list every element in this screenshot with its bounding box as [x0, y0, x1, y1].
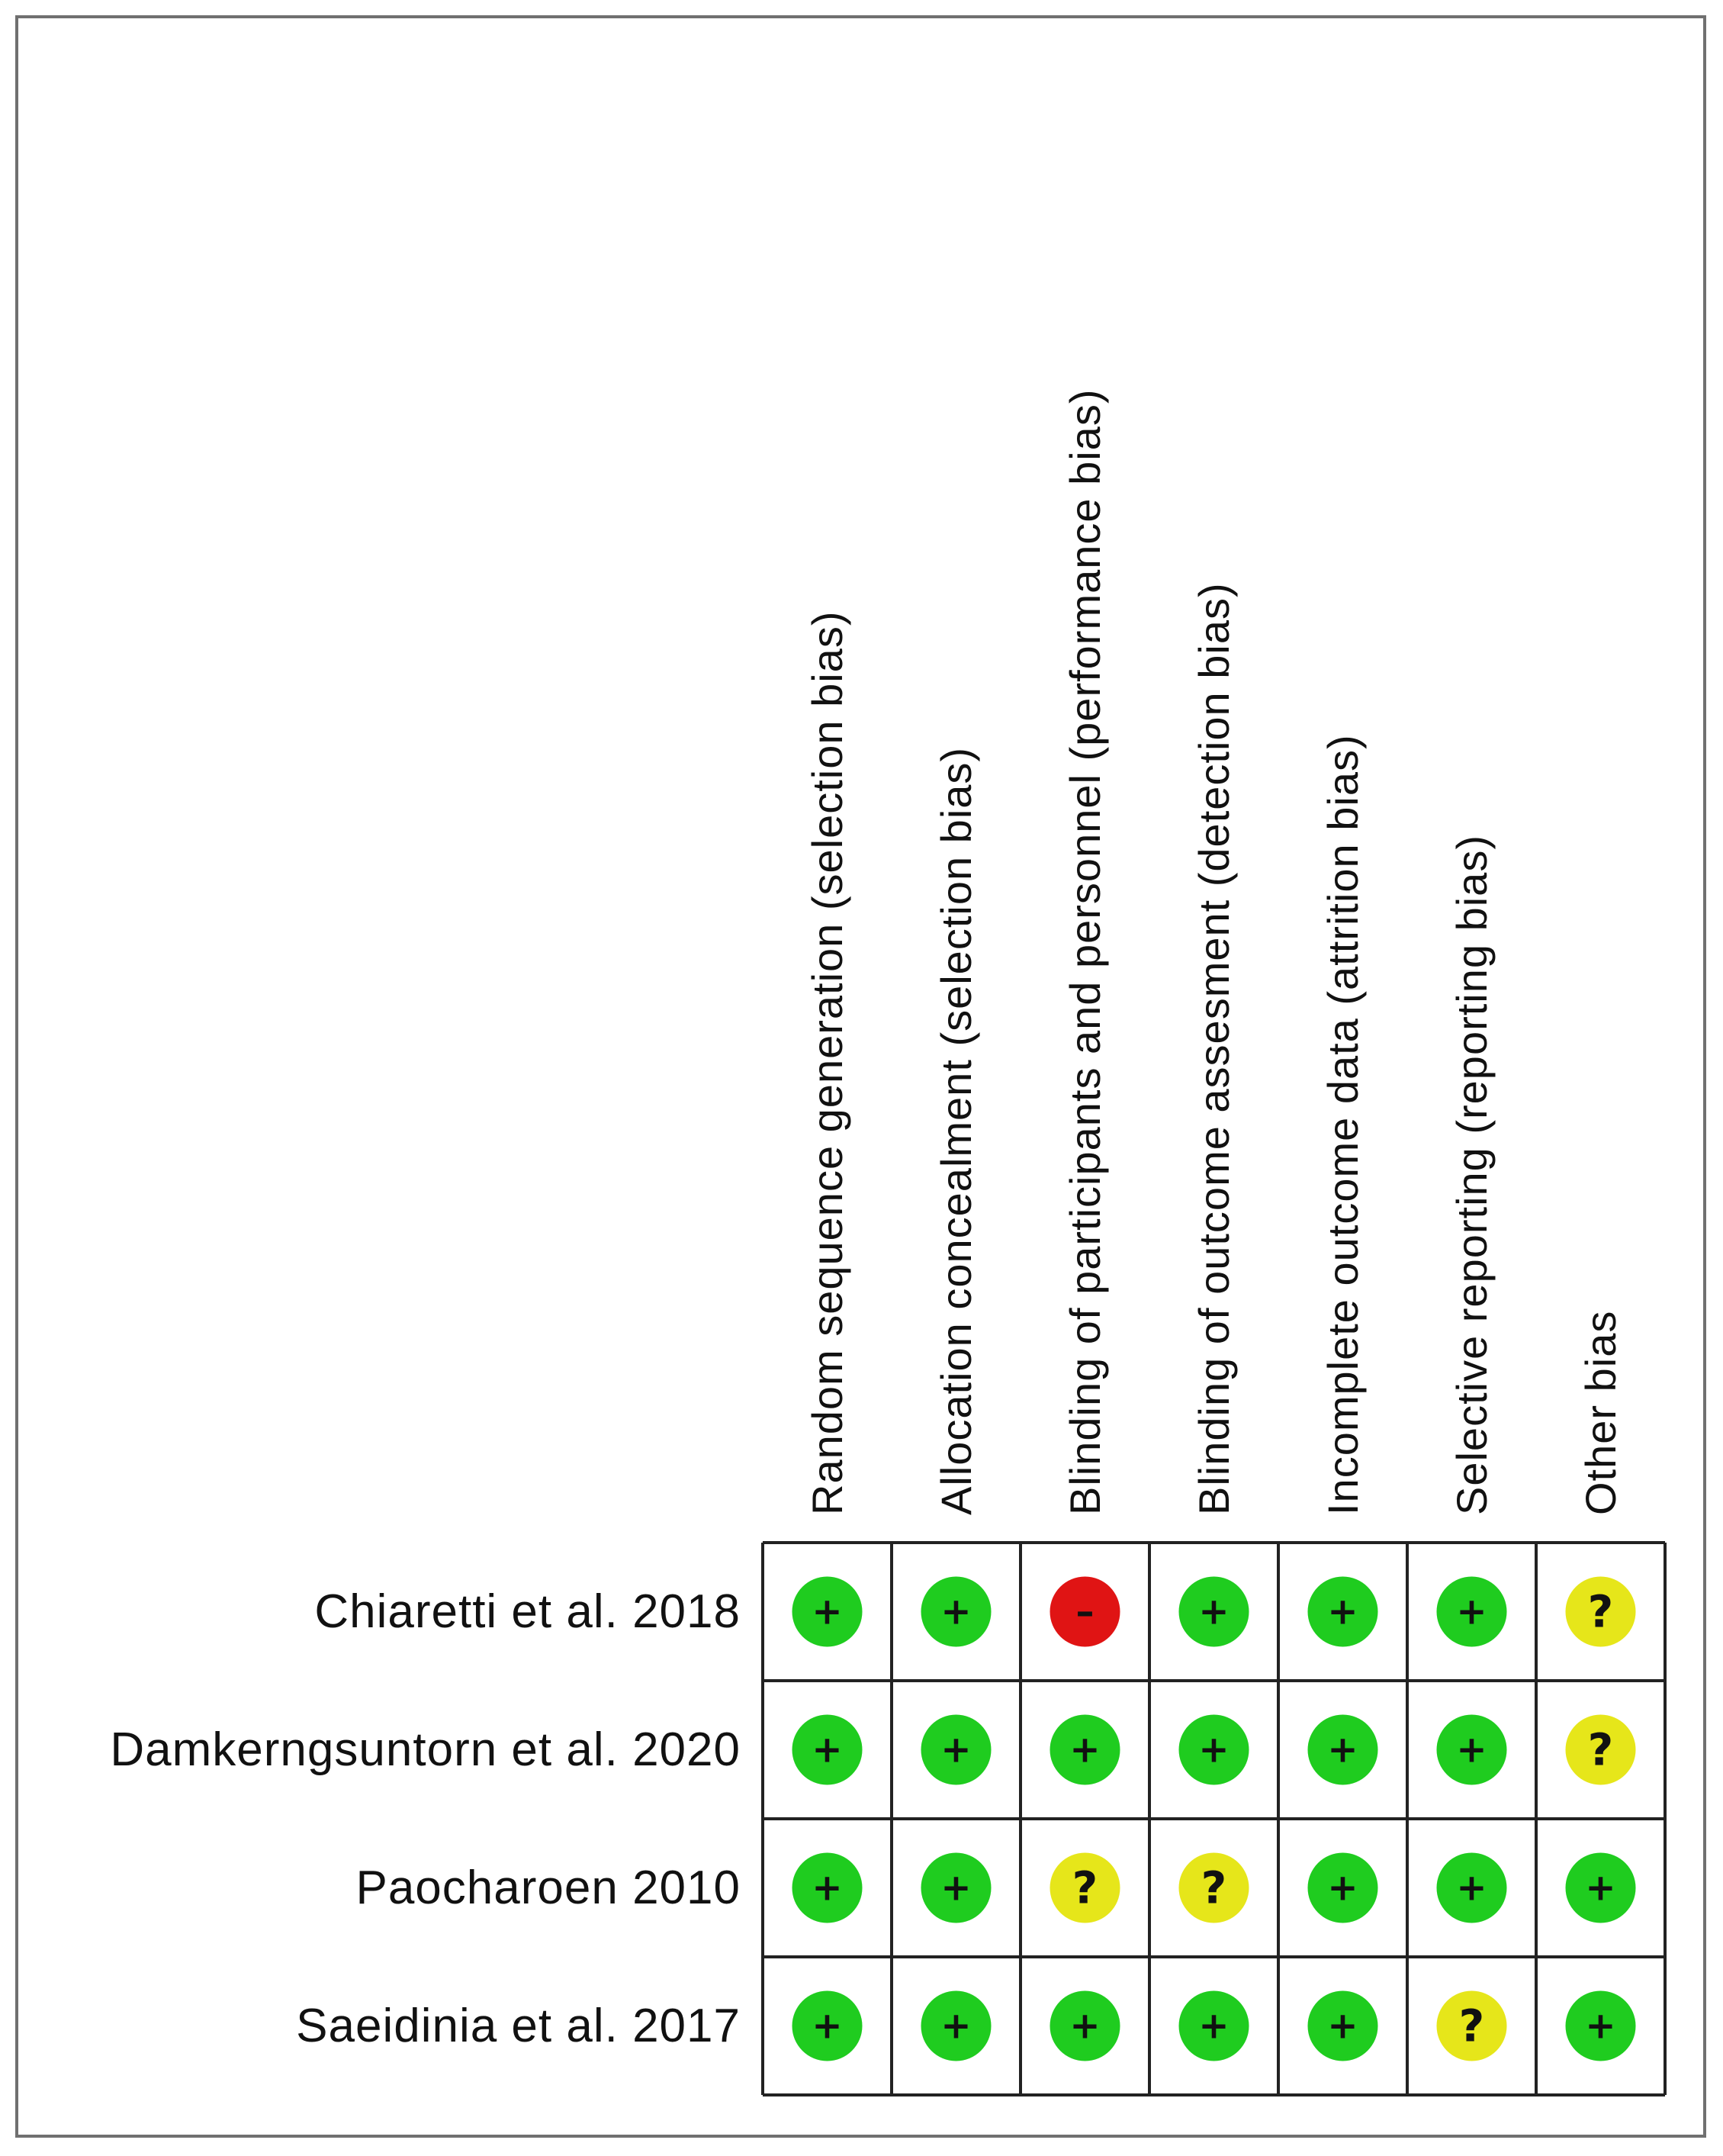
low-risk-icon: [792, 1715, 863, 1785]
low-risk-icon: [1437, 1853, 1507, 1923]
judgement-symbol: +: [1327, 2004, 1358, 2048]
low-risk-icon: [921, 1715, 992, 1785]
judgement-symbol: +: [1456, 1590, 1487, 1633]
low-risk-icon: [1050, 1715, 1120, 1785]
judgement-symbol: +: [1069, 1728, 1101, 1771]
low-risk-icon: [1308, 1991, 1378, 2061]
domain-header: Blinding of participants and personnel (performance bias): [1060, 388, 1109, 1515]
domain-header: Selective reporting (reporting bias): [1447, 835, 1496, 1515]
low-risk-icon: [1437, 1577, 1507, 1647]
low-risk-icon: [792, 1577, 863, 1647]
judgement-symbol: +: [812, 1590, 843, 1633]
judgement-symbol: ?: [1587, 1585, 1614, 1638]
domain-header: Blinding of outcome assesment (detection bias): [1189, 582, 1238, 1515]
judgement-symbol: ?: [1587, 1723, 1614, 1776]
low-risk-icon: [1308, 1715, 1378, 1785]
low-risk-icon: [1437, 1715, 1507, 1785]
judgement-symbol: ?: [1072, 1862, 1098, 1914]
judgement-symbol: –: [1075, 1590, 1095, 1633]
domain-header: Incomplete outcome data (attrition bias): [1318, 734, 1367, 1515]
unclear-risk-icon: [1566, 1715, 1636, 1785]
domain-header: Allocation concealment (selection bias): [931, 746, 980, 1515]
judgement-symbol: +: [1456, 1866, 1487, 1910]
domain-header: Random sequence generation (selection bias): [802, 610, 851, 1515]
judgement-symbol: +: [1327, 1590, 1358, 1633]
judgement-symbol: +: [1585, 1866, 1616, 1910]
unclear-risk-icon: [1437, 1991, 1507, 2061]
low-risk-icon: [1566, 1853, 1636, 1923]
judgement-symbol: +: [812, 1728, 843, 1771]
low-risk-icon: [792, 1991, 863, 2061]
judgement-symbol: +: [940, 2004, 972, 2048]
judgement-symbol: +: [1069, 2004, 1101, 2048]
judgement-symbol: +: [1585, 2004, 1616, 2048]
judgement-symbol: ?: [1458, 2000, 1485, 2052]
domain-header: Other bias: [1576, 1310, 1625, 1515]
judgement-symbol: +: [1327, 1866, 1358, 1910]
judgement-symbol: +: [1198, 2004, 1230, 2048]
low-risk-icon: [792, 1853, 863, 1923]
unclear-risk-icon: [1566, 1577, 1636, 1647]
low-risk-icon: [1566, 1991, 1636, 2061]
low-risk-icon: [1179, 1991, 1249, 2061]
study-label: Damkerngsuntorn et al. 2020: [110, 1723, 741, 1776]
study-label: Paocharoen 2010: [355, 1861, 741, 1914]
judgement-symbol: +: [940, 1590, 972, 1633]
low-risk-icon: [921, 1991, 992, 2061]
unclear-risk-icon: [1050, 1853, 1120, 1923]
unclear-risk-icon: [1179, 1853, 1249, 1923]
judgement-symbol: +: [940, 1866, 972, 1910]
low-risk-icon: [1308, 1853, 1378, 1923]
study-label: Chiaretti et al. 2018: [314, 1585, 741, 1638]
judgement-symbol: +: [812, 2004, 843, 2048]
study-label: Saeidinia et al. 2017: [296, 1999, 741, 2052]
low-risk-icon: [921, 1853, 992, 1923]
judgement-symbol: +: [812, 1866, 843, 1910]
low-risk-icon: [1179, 1715, 1249, 1785]
low-risk-icon: [1050, 1991, 1120, 2061]
judgement-symbol: +: [1198, 1728, 1230, 1771]
judgement-symbol: +: [1327, 1728, 1358, 1771]
low-risk-icon: [1308, 1577, 1378, 1647]
high-risk-icon: [1050, 1577, 1120, 1647]
low-risk-icon: [1179, 1577, 1249, 1647]
judgement-symbol: ?: [1201, 1862, 1227, 1914]
judgement-symbol: +: [1198, 1590, 1230, 1633]
judgement-symbol: +: [940, 1728, 972, 1771]
low-risk-icon: [921, 1577, 992, 1647]
judgement-symbol: +: [1456, 1728, 1487, 1771]
